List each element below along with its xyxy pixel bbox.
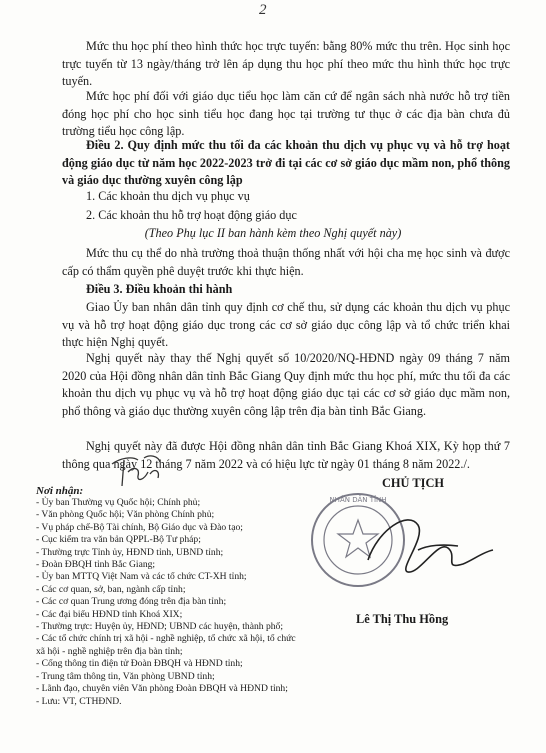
- recipient-item: - Cổng thông tin điện tử Đoàn ĐBQH và HĐND tỉnh;: [36, 658, 243, 670]
- recipient-item: - Các cơ quan Trung ương đóng trên địa bàn tỉnh;: [36, 596, 227, 608]
- recipients-list: [36, 497, 306, 708]
- article-2-item-1: 1. Các khoản thu dịch vụ phục vụ: [86, 189, 250, 203]
- recipient-item: - Ủy ban Thường vụ Quốc hội; Chính phủ;: [36, 497, 201, 508]
- recipient-item: - Vụ pháp chế-Bộ Tài chính, Bộ Giáo dục và Đào tạo;: [36, 521, 243, 533]
- recipient-item: - Thường trực Tỉnh ủy, HĐND tỉnh, UBND tỉnh;: [36, 546, 224, 558]
- recipient-item: - Các đại biểu HĐND tỉnh Khoá XIX;: [36, 608, 183, 620]
- recipient-item: - Cục kiểm tra văn bản QPPL-Bộ Tư pháp;: [36, 534, 201, 546]
- article-2-heading: Điều 2. Quy định mức thu tối đa các khoản thu dịch vụ phục vụ và hỗ trợ hoạt động giáo dục từ năm học 2022-2023 trở đi tại các cơ sở giáo dục mầm non, phổ thông và giáo dục thường xuyên công lập: [62, 138, 510, 188]
- paragraph-online-tuition: Mức thu học phí theo hình thức học trực tuyến: bằng 80% mức thu trên. Học sinh học trực tuyến từ 13 ngày/tháng trở lên áp dụng thu học phí theo mức thu hình thức học trực tuyến.: [62, 39, 510, 89]
- signer-name: Lê Thị Thu Hồng: [356, 612, 449, 626]
- article-2-item-2: 2. Các khoản thu hỗ trợ hoạt động giáo dục: [86, 208, 297, 222]
- paragraph-effective-date: Nghị quyết này đã được Hội đồng nhân dân tỉnh Bắc Giang Khoá XIX, Kỳ họp thứ 7 thông qua ngày 12 tháng 7 năm 2022 và có hiệu lực từ ngày 01 tháng 8 năm 2022./.: [62, 439, 510, 471]
- paragraph-replacement: Nghị quyết này thay thế Nghị quyết số 10/2020/NQ-HĐND ngày 09 tháng 7 năm 2020 của Hội đồng nhân dân tỉnh Bắc Giang Quy định mức thu học phí, mức thu tối đa các khoản thu dịch vụ phục vụ và hỗ trợ hoạt động giáo dục tại các cơ sở giáo dục mầm non, phổ thông và giáo dục thường xuyên công lập trên địa bàn tỉnh Bắc Giang.: [62, 351, 510, 418]
- initials-mark: [110, 452, 190, 492]
- recipient-item: - Trung tâm thông tin, Văn phòng UBND tỉnh;: [36, 670, 215, 682]
- signer-title: CHỦ TỊCH: [381, 476, 445, 490]
- appendix-note: (Theo Phụ lục II ban hành kèm theo Nghị quyết này): [144, 226, 402, 240]
- recipient-item: - Lãnh đạo, chuyên viên Văn phòng Đoàn ĐBQH và HĐND tỉnh;: [36, 683, 288, 695]
- recipient-item: - Thường trực: Huyện ủy, HĐND; UBND các huyện, thành phố;: [36, 621, 284, 633]
- paragraph-primary-tuition: Mức học phí đối với giáo dục tiểu học làm căn cứ để ngân sách nhà nước hỗ trợ tiền đóng học phí cho học sinh tiểu học đang học tại trường tư thục ở các địa bàn chưa đủ trường tiểu học công lập.: [62, 89, 510, 139]
- paragraph-specific-fees: Mức thu cụ thể do nhà trường thoả thuận thống nhất với hội cha mẹ học sinh và được cấp có thẩm quyền phê duyệt trước khi thực hiện.: [62, 246, 510, 278]
- signature-icon: [348, 500, 498, 590]
- recipient-item: - Các tổ chức chính trị xã hội - nghề nghiệp, tổ chức xã hội, tổ chức xã hội - nghề nghiệp trên địa bàn tỉnh;: [36, 633, 296, 657]
- paragraph-implementation: Giao Ủy ban nhân dân tỉnh quy định cơ chế thu, sử dụng các khoản thu dịch vụ phục vụ và hỗ trợ hoạt động giáo dục trong các cơ sở giáo dục công lập và tổ chức triển khai thực hiện Nghị quyết.: [62, 300, 510, 350]
- page-number: 2: [259, 2, 267, 18]
- recipient-item: - Lưu: VT, CTHĐND.: [36, 695, 122, 707]
- recipient-item: - Đoàn ĐBQH tỉnh Bắc Giang;: [36, 559, 156, 571]
- recipients-title: Nơi nhận:: [36, 485, 84, 497]
- recipient-item: - Văn phòng Quốc hội; Văn phòng Chính phủ;: [36, 509, 215, 521]
- svg-text:NHÂN DÂN TỈNH: NHÂN DÂN TỈNH: [329, 496, 387, 504]
- recipient-item: - Các cơ quan, sở, ban, ngành cấp tỉnh;: [36, 583, 186, 595]
- recipient-item: - Ủy ban MTTQ Việt Nam và các tổ chức CT-XH tỉnh;: [36, 571, 247, 583]
- article-3-heading: Điều 3. Điều khoản thi hành: [86, 282, 233, 296]
